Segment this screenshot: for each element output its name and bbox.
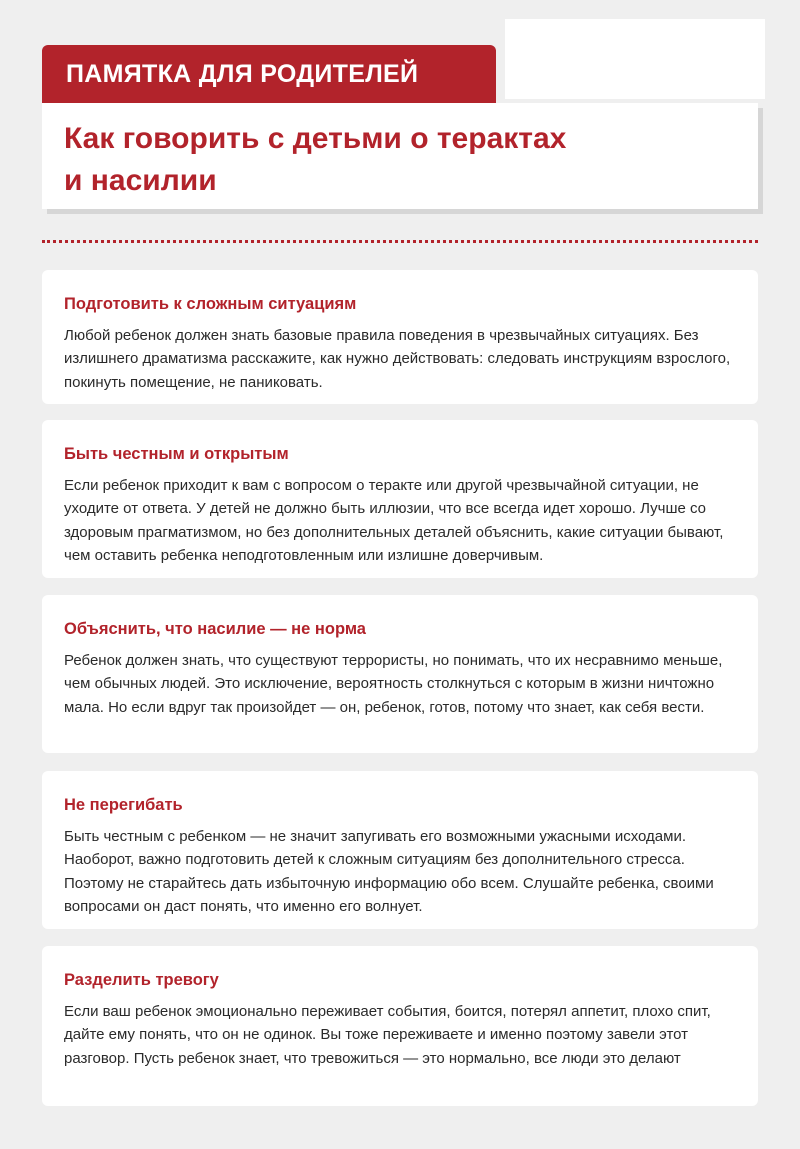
memo-tag xyxy=(42,45,496,103)
tip-card-prepare xyxy=(42,270,758,404)
tip-card-honest xyxy=(42,420,758,578)
page-title xyxy=(64,118,704,202)
tip-card-text: Ребенок должен знать, что существуют террористы, но понимать, что их несравнимо меньше, чем обычных людей. Это исключение, вероятность столкнуться с которым в жизни ничтожно мала. Но если вдруг так произойдет — он, ребенок, готов, потому что знает, как себя вести. xyxy=(64,652,723,716)
dotted-divider xyxy=(42,240,758,243)
tip-card-dont-overdo xyxy=(42,771,758,929)
tip-card-text: Если ваш ребенок эмоционально переживает события, боится, потерял аппетит, плохо спит, дайте ему понять, что он не одинок. Вы тоже переживаете и именно поэтому завели этот разговор. Пусть ребенок знает, что тревожиться — это нормально, все люди это делают xyxy=(64,1003,711,1067)
tip-card-title: Не перегибать xyxy=(64,796,183,814)
tip-card-title: Разделить тревогу xyxy=(64,971,219,989)
tip-card-title: Быть честным и открытым xyxy=(64,445,289,463)
memo-tag-label: ПАМЯТКА ДЛЯ РОДИТЕЛЕЙ xyxy=(66,59,419,88)
tip-card-share-anxiety xyxy=(42,946,758,1106)
tip-card-text: Если ребенок приходит к вам с вопросом о теракте или другой чрезвычайной ситуации, не уходите от ответа. У детей не должно быть иллюзии, что все всегда идет хорошо. Лучше со здоровым прагматизмом, но без дополнительных деталей объяснить, какие ситуации бывают, чем оставить ребенка неподготовленным или излишне доверчивым. xyxy=(64,477,724,564)
tip-card-explain xyxy=(42,595,758,753)
tip-card-text: Быть честным с ребенком — не значит запугивать его возможными ужасными исходами. Наоборот, важно подготовить детей к сложным ситуациям без дополнительного стресса. Поэтому не старайтесь дать избыточную информацию обо всем. Слушайте ребенка, своими вопросами он даст понять, что именно его волнует. xyxy=(64,828,714,915)
tip-card-title: Подготовить к сложным ситуациям xyxy=(64,295,357,313)
tip-card-title: Объяснить, что насилие — не норма xyxy=(64,620,366,638)
page-title-line-2: и насилии xyxy=(64,164,217,197)
page-title-line-1: Как говорить с детьми о терактах xyxy=(64,122,567,155)
corner-decoration xyxy=(505,19,765,99)
tip-card-text: Любой ребенок должен знать базовые правила поведения в чрезвычайных ситуациях. Без излишнего драматизма расскажите, как нужно действовать: следовать инструкциям взрослого, покинуть помещение, не паниковать. xyxy=(64,327,731,391)
